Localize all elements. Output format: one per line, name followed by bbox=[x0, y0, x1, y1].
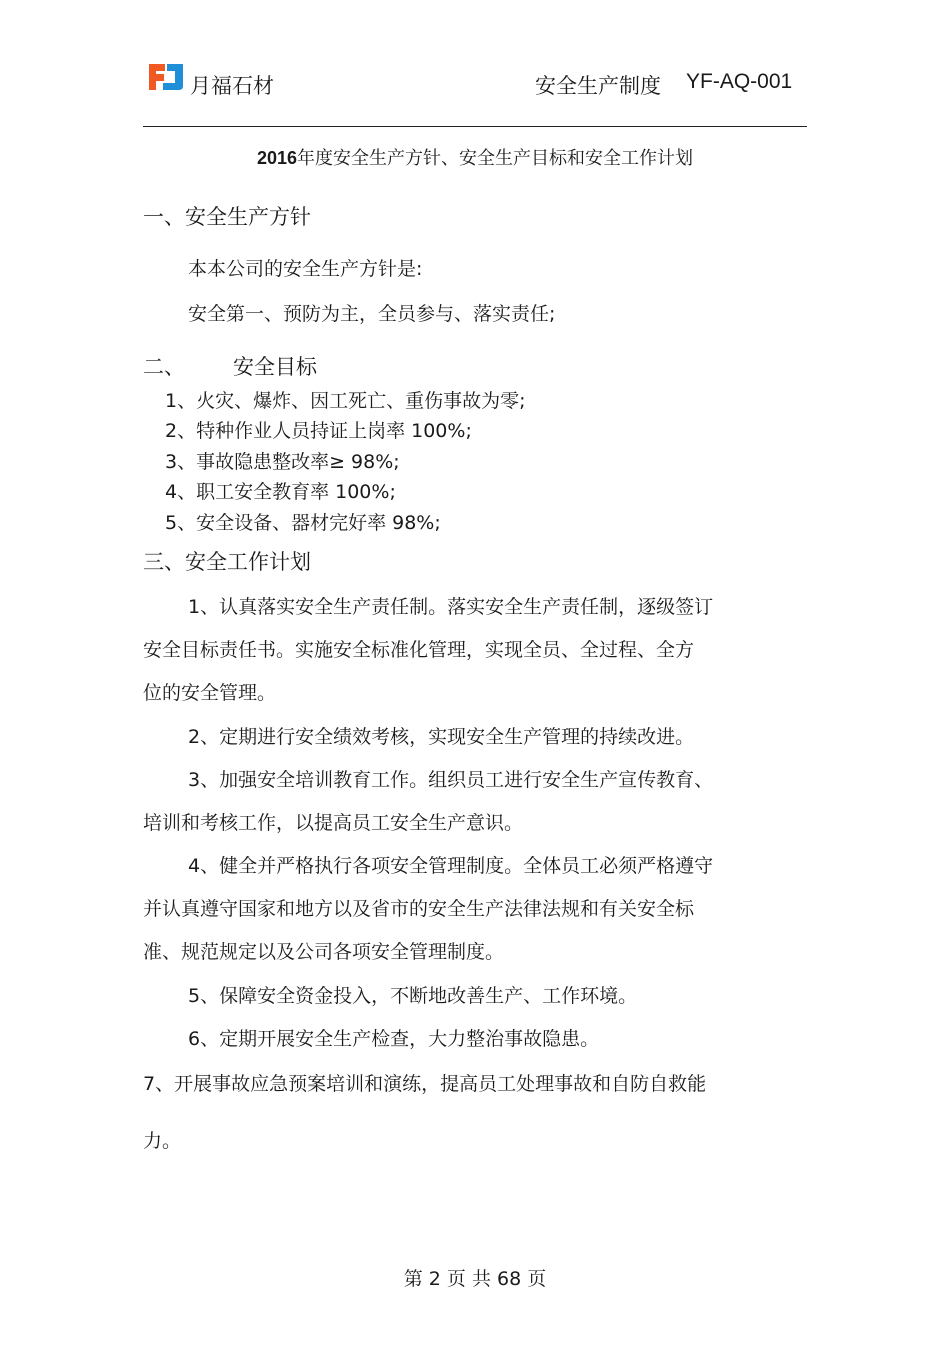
section1-heading: 一、安全生产方针 bbox=[143, 205, 311, 229]
plan-paragraph-6: 6、定期开展安全生产检查，大力整治事故隐患。 bbox=[188, 1028, 600, 1050]
plan-paragraph-3: 3、加强安全培训教育工作。组织员工进行安全生产宣传教育、 bbox=[188, 769, 714, 791]
plan-paragraph-5: 5、保障安全资金投入，不断地改善生产、工作环境。 bbox=[188, 985, 638, 1007]
goal-item: 4、职工安全教育率 100%; bbox=[165, 481, 396, 503]
goal-item: 3、事故隐患整改率≥ 98%; bbox=[165, 451, 400, 473]
section1-intro: 本本公司的安全生产方针是: bbox=[188, 258, 423, 280]
plan-paragraph-7: 7、开展事故应急预案培训和演练，提高员工处理事故和自防自救能 bbox=[143, 1073, 707, 1095]
plan-paragraph-7: 力。 bbox=[143, 1130, 182, 1152]
company-name: 月福石材 bbox=[190, 74, 274, 98]
goal-item: 5、安全设备、器材完好率 98%; bbox=[165, 512, 441, 534]
plan-paragraph-3: 培训和考核工作，以提高员工安全生产意识。 bbox=[143, 812, 524, 834]
goal-item: 2、特种作业人员持证上岗率 100%; bbox=[165, 420, 472, 442]
plan-paragraph-4: 4、健全并严格执行各项安全管理制度。全体员工必须严格遵守 bbox=[188, 855, 714, 877]
title-text: 年度安全生产方针、安全生产目标和安全工作计划 bbox=[297, 148, 694, 169]
plan-paragraph-1: 位的安全管理。 bbox=[143, 682, 277, 704]
section1-policy: 安全第一、预防为主，全员参与、落实责任; bbox=[188, 303, 556, 325]
company-logo-icon bbox=[145, 60, 187, 94]
doc-title: 安全生产制度 bbox=[535, 74, 661, 98]
section2-heading-text: 安全目标 bbox=[233, 355, 317, 379]
goal-item: 1、火灾、爆炸、因工死亡、重伤事故为零; bbox=[165, 390, 526, 412]
plan-paragraph-2: 2、定期进行安全绩效考核，实现安全生产管理的持续改进。 bbox=[188, 726, 695, 748]
header-divider bbox=[143, 126, 807, 127]
plan-paragraph-4: 准、规范规定以及公司各项安全管理制度。 bbox=[143, 941, 505, 963]
section2-heading bbox=[143, 351, 317, 381]
page-number: 第 2 页 共 68 页 bbox=[403, 1268, 547, 1290]
title-year: 2016 bbox=[256, 148, 298, 168]
plan-paragraph-1: 1、认真落实安全生产责任制。落实安全生产责任制，逐级签订 bbox=[188, 596, 714, 618]
plan-paragraph-4: 并认真遵守国家和地方以及省市的安全生产法律法规和有关安全标 bbox=[143, 898, 695, 920]
section3-heading: 三、安全工作计划 bbox=[143, 550, 311, 574]
page-title bbox=[0, 144, 950, 170]
plan-paragraph-1: 安全目标责任书。实施安全标准化管理，实现全员、全过程、全方 bbox=[143, 639, 695, 661]
doc-code: YF-AQ-001 bbox=[686, 70, 793, 93]
section2-heading-num: 二、 bbox=[143, 355, 185, 379]
